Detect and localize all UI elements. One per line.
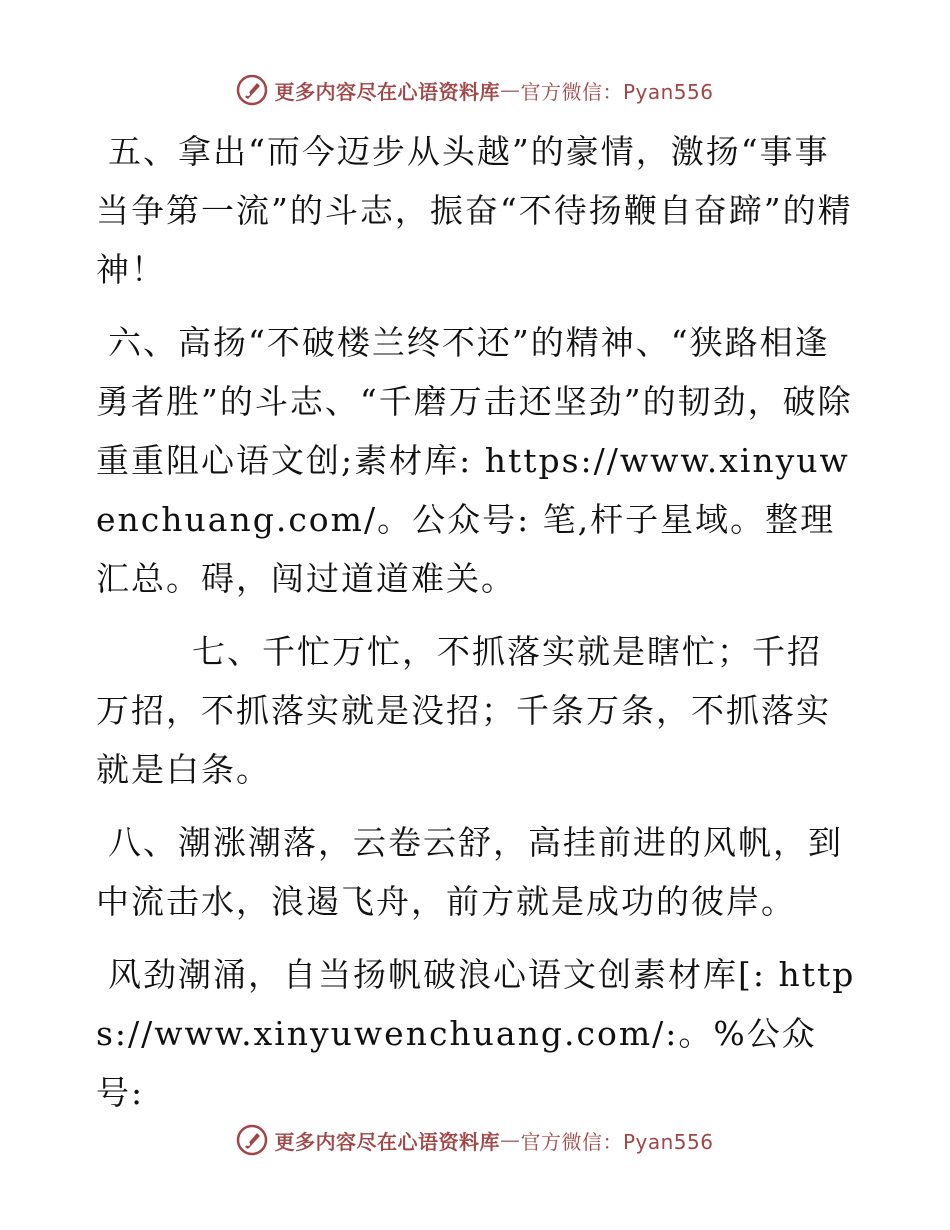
paragraph-9: 风劲潮涌，自当扬帆破浪心语文创素材库[: https://www.xinyuwenchuang.com/:。%公众号: — [96, 955, 856, 1112]
footer-separator: — — [499, 1128, 521, 1152]
header-banner — [0, 70, 950, 110]
paragraph-5: 五、拿出“而今迈步从头越”的豪情，激扬“事事当争第一流”的斗志，振奋“不待扬鞭自奋蹄”的精神！ — [96, 132, 853, 289]
header-separator: — — [499, 78, 521, 102]
footer-banner — [0, 1120, 950, 1160]
paragraph-6: 六、高扬“不破楼兰终不还”的精神、“狭路相逢勇者胜”的斗志、“千磨万击还坚劲”的韧劲，破除重重阻心语文创;素材库: https://www.xinyuwenchuang.com/。公众号: 笔,杆子星域。整理汇总。碍，闯过道道难关。 — [96, 323, 853, 598]
header-contact-text: 官方微信：Pyan556 — [520, 79, 714, 104]
header-brand-text: 更多内容尽在心语资料库 — [274, 79, 500, 104]
document-body — [96, 122, 856, 1136]
footer-contact-text: 官方微信：Pyan556 — [520, 1129, 714, 1154]
paragraph-8: 八、潮涨潮落，云卷云舒，高挂前进的风帆，到中流击水，浪遏飞舟，前方就是成功的彼岸。 — [96, 823, 843, 921]
pen-nib-logo-icon — [236, 74, 268, 106]
pen-nib-logo-icon — [236, 1124, 268, 1156]
footer-brand-text: 更多内容尽在心语资料库 — [274, 1129, 500, 1154]
paragraph-7: 七、千忙万忙，不抓落实就是瞎忙；千招万招，不抓落实就是没招；千条万条，不抓落实就是白条。 — [96, 632, 831, 789]
